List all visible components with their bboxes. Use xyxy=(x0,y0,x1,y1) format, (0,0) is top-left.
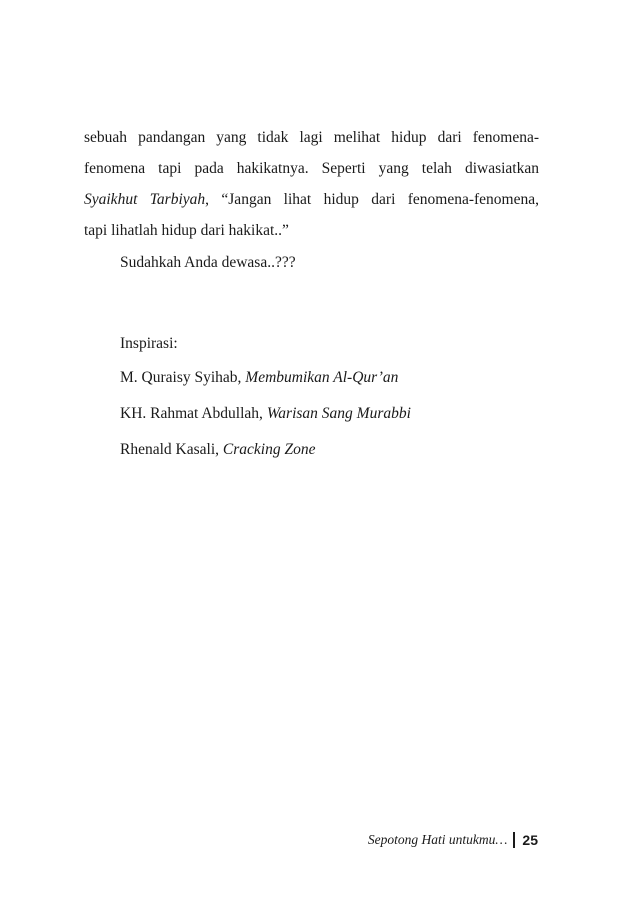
inspiration-label: Inspirasi: xyxy=(120,335,178,352)
footer-divider xyxy=(513,832,515,848)
reference-author: KH. Rahmat Abdullah, xyxy=(120,405,267,422)
page-number: 25 xyxy=(522,832,538,848)
reference-title: Warisan Sang Murabbi xyxy=(266,405,411,422)
paragraph-line: fenomena tapi pada hakikatnya. Seperti yang telah diwasiatkan xyxy=(84,160,539,177)
body-paragraph xyxy=(84,122,539,246)
reference-item xyxy=(120,404,411,424)
reference-item xyxy=(120,440,315,460)
reference-title: Cracking Zone xyxy=(222,441,316,458)
paragraph-line: tapi lihatlah hidup dari hakikat..” xyxy=(84,222,289,239)
reference-item xyxy=(120,368,398,388)
paragraph-line: sebuah pandangan yang tidak lagi melihat hidup dari fenomena- xyxy=(84,129,539,146)
reference-author: Rhenald Kasali, xyxy=(120,441,223,458)
quoted-source: Syaikhut Tarbiyah xyxy=(84,191,206,208)
reference-title: Membumikan Al-Qur’an xyxy=(245,369,399,386)
paragraph-line xyxy=(84,184,539,215)
question-line: Sudahkah Anda dewasa..??? xyxy=(120,254,296,271)
reference-author: M. Quraisy Syihab, xyxy=(120,369,246,386)
quote-text: , “Jangan lihat hidup dari fenomena-fenomena, xyxy=(205,191,539,208)
page-footer xyxy=(368,832,538,848)
running-title: Sepotong Hati untukmu… xyxy=(367,832,508,847)
